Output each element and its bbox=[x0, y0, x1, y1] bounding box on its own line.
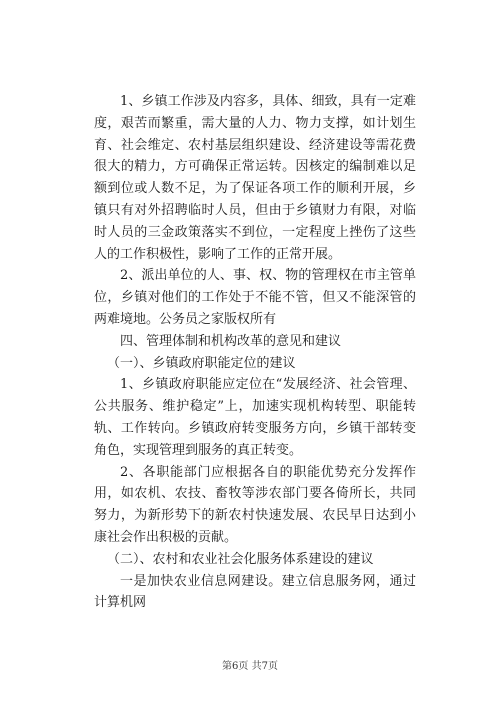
paragraph-1: 1、乡镇工作涉及内容多，具体、细致，具有一定难度，艰苦而繁重，需大量的人力、物力支撑，如计划生育、社会维定、农村基层组织建设、经济建设等需花费很大的精力，方可确保正常运转。因核定的编制难以足额到位或人数不足，为了保证各项工作的顺利开展，乡镇只有对外招聘临时人员，但由于乡镇财力有限，对临时人员的三金政策落实不到位，一定程度上挫伤了这些人的工作积极性，影响了工作的正常开展。 bbox=[94, 94, 416, 262]
page-footer: 第6页 共7页 bbox=[222, 661, 278, 672]
section-heading: 四、管理体制和机构改革的意见和建议 bbox=[120, 333, 342, 349]
subsection-heading-2: （二）、农村和农业社会化服务体系建设的建议 bbox=[107, 551, 374, 567]
paragraph-2: 2、派出单位的人、事、权、物的管理权在市主管单位，乡镇对他们的工作处于不能不管，但又不能深管的两难境地。公务员之家版权所有 bbox=[94, 268, 416, 327]
paragraph-5: 一是加快农业信息网建设。建立信息服务网，通过计算机网 bbox=[94, 573, 416, 611]
document-body bbox=[94, 91, 416, 614]
paragraph-3: 1、乡镇政府职能应定位在“发展经济、社会管理、公共服务、维护稳定”上，加速实现机构转型、职能转轨、工作转向。乡镇政府转变服务方向，乡镇干部转变角色，实现管理到服务的真正转变。 bbox=[94, 377, 416, 458]
subsection-heading-1: （一）、乡镇政府职能定位的建议 bbox=[107, 355, 296, 371]
paragraph-4: 2、各职能部门应根据各自的职能优势充分发挥作用，如农机、农技、畜牧等涉农部门要各倚所长，共同努力，为新形势下的新农村快速发展、农民早日达到小康社会作出积极的贡献。 bbox=[94, 464, 416, 545]
